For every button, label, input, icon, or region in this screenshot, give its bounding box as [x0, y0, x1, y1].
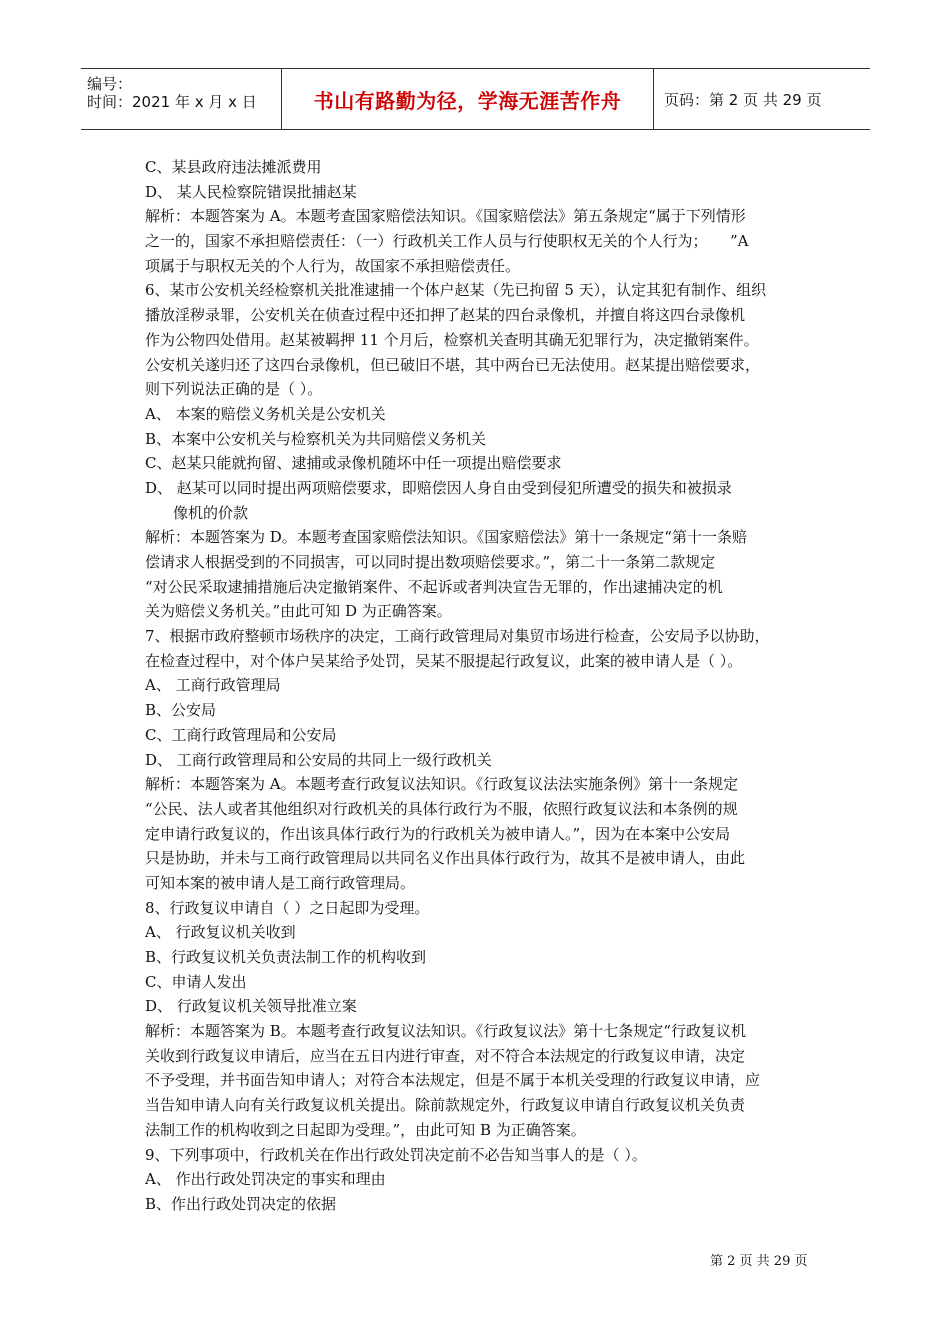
text-line: 解析：本题答案为 D。本题考查国家赔偿法知识。《国家赔偿法》第十一条规定“第十一条赔: [145, 528, 747, 547]
text-line: 则下列说法正确的是（ ）。: [145, 380, 323, 399]
text-line: D、 工商行政管理局和公安局的共同上一级行政机关: [145, 750, 492, 769]
text-line: A、 本案的赔偿义务机关是公安机关: [145, 404, 386, 423]
header-motto: 书山有路勤为径，学海无涯苦作舟: [313, 88, 622, 113]
text-line: A、 工商行政管理局: [145, 676, 281, 695]
text-line: 定申请行政复议的，作出该具体行政行为的行政机关为被申请人。”，因为在本案中公安局: [145, 824, 731, 843]
text-line: 不予受理，并书面告知申请人；对符合本法规定，但是不属于本机关受理的行政复议申请，应: [145, 1071, 761, 1090]
text-line: 7、根据市政府整顿市场秩序的决定，工商行政管理局对集贸市场进行检查，公安局予以协助，: [145, 627, 770, 646]
text-line: 解析：本题答案为 A。本题考查国家赔偿法知识。《国家赔偿法》第五条规定“属于下列情形: [145, 207, 746, 226]
text-line: 播放淫秽录罪，公安机关在侦查过程中还扣押了赵某的四台录像机，并擅自将这四台录像机: [145, 306, 746, 325]
text-line: B、公安局: [145, 701, 217, 720]
text-line: 法制工作的机构收到之日起即为受理。”，由此可知 B 为正确答案。: [145, 1120, 586, 1139]
header-meta: [81, 69, 282, 129]
text-line: 之一的，国家不承担赔偿责任：（一）行政机关工作人员与行使职权无关的个人行为； ”A: [145, 232, 749, 251]
text-line: C、申请人发出: [145, 972, 247, 991]
text-line: A、 行政复议机关收到: [145, 923, 296, 942]
text-line: 当告知申请人向有关行政复议机关提出。除前款规定外，行政复议申请自行政复议机关负责: [145, 1096, 746, 1115]
header-number: 编号：: [87, 75, 133, 93]
header-page-code: 页码：第 2 页 共 29 页: [664, 90, 822, 109]
text-line: D、 行政复议机关领导批准立案: [145, 997, 357, 1016]
text-line: 公安机关遂归还了这四台录像机，但已破旧不堪，其中两台已无法使用。赵某提出赔偿要求，: [145, 355, 761, 374]
text-line: 6、某市公安机关经检察机关批准逮捕一个体户赵某（先已拘留 5 天），认定其犯有制作、组织: [145, 281, 767, 300]
text-line: 9、下列事项中，行政机关在作出行政处罚决定前不必告知当事人的是（ ）。: [145, 1145, 647, 1164]
text-line: 项属于与职权无关的个人行为，故国家不承担赔偿责任。: [145, 256, 521, 275]
text-line: 8、行政复议申请自（ ）之日起即为受理。: [145, 898, 430, 917]
document-body: [145, 155, 813, 1217]
text-line: 偿请求人根据受到的不同损害，可以同时提出数项赔偿要求。”，第二十一条第二款规定: [145, 553, 716, 571]
text-line: 可知本案的被申请人是工商行政管理局。: [145, 873, 416, 892]
text-line: 只是协助，并未与工商行政管理局以共同名义作出具体行政行为，故其不是被申请人，由此: [145, 849, 746, 868]
text-line: B、作出行政处罚决定的依据: [145, 1194, 337, 1213]
text-line: 作为公物四处借用。赵某被羁押 11 个月后，检察机关查明其确无犯罪行为，决定撤销案件。: [145, 330, 759, 349]
text-line: 解析：本题答案为 B。本题考查行政复议法知识。《行政复议法》第十七条规定“行政复议机: [145, 1022, 746, 1041]
text-line: A、 作出行政处罚决定的事实和理由: [145, 1170, 386, 1189]
text-line: C、赵某只能就拘留、逮捕或录像机随坏中任一项提出赔偿要求: [145, 454, 562, 473]
header-date: 时间：2021 年 x 月 x 日: [87, 93, 257, 111]
text-line: 像机的价款: [173, 503, 249, 522]
text-line: B、本案中公安机关与检察机关为共同赔偿义务机关: [145, 429, 487, 448]
text-line: C、某县政府违法摊派费用: [145, 158, 322, 176]
page-header: [81, 68, 870, 130]
text-line: 在检查过程中，对个体户吴某给予处罚，吴某不服提起行政复议，此案的被申请人是（ ）。: [145, 651, 743, 670]
text-line: “公民、法人或者其他组织对行政机关的具体行政行为不服，依照行政复议法和本条例的规: [145, 799, 738, 818]
text-line: D、 某人民检察院错误批捕赵某: [145, 182, 357, 201]
page-footer: 第 2 页 共 29 页: [710, 1254, 808, 1269]
text-line: D、 赵某可以同时提出两项赔偿要求，即赔偿因人身自由受到侵犯所遭受的损失和被损录: [145, 478, 732, 497]
text-line: “对公民采取逮捕措施后决定撤销案件、不起诉或者判决宣告无罪的，作出逮捕决定的机: [145, 577, 723, 596]
text-line: 关为赔偿义务机关。”由此可知 D 为正确答案。: [145, 602, 452, 621]
text-line: 关收到行政复议申请后，应当在五日内进行审查，对不符合本法规定的行政复议申请，决定: [145, 1046, 746, 1065]
text-line: B、行政复议机关负责法制工作的机构收到: [145, 948, 427, 966]
text-line: C、工商行政管理局和公安局: [145, 725, 337, 744]
header-motto-cell: [282, 69, 654, 129]
text-line: 解析：本题答案为 A。本题考查行政复议法知识。《行政复议法法实施条例》第十一条规定: [145, 775, 739, 794]
